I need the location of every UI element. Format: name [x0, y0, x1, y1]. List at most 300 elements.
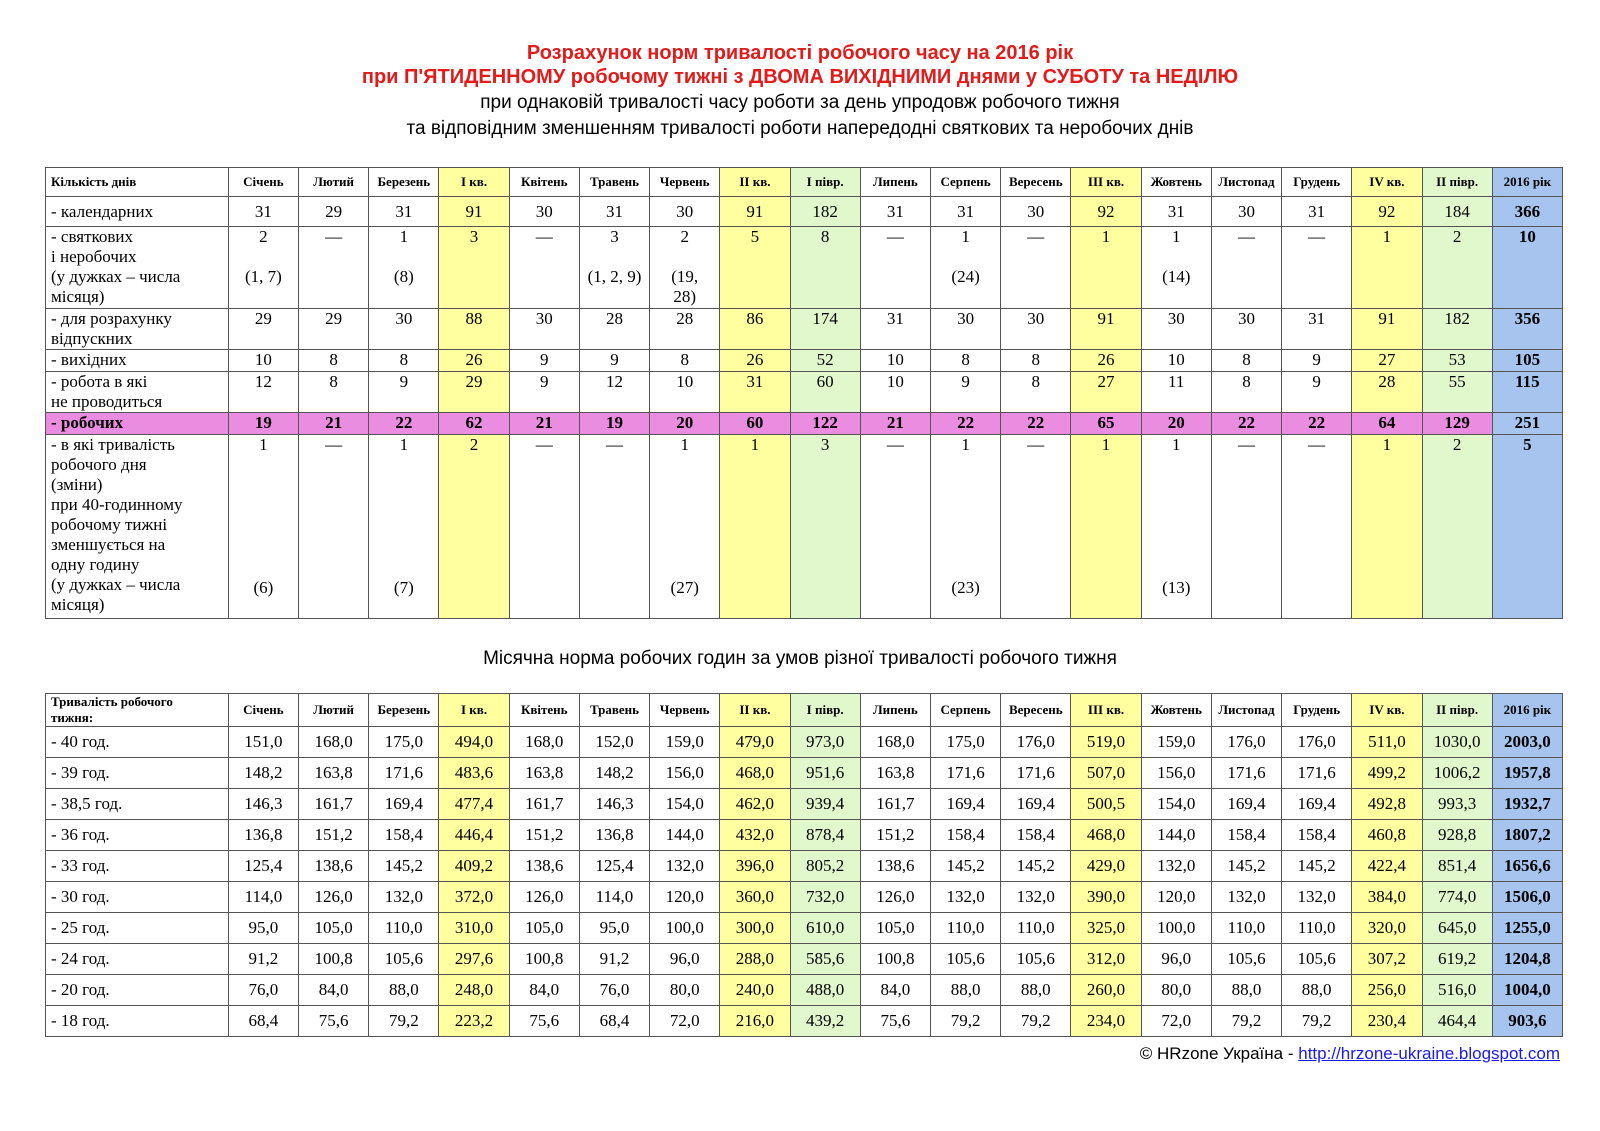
table-cell [1352, 350, 1422, 372]
cell-value: 8 [1242, 350, 1251, 369]
table-cell [860, 435, 930, 619]
table-cell: 645,0 [1422, 913, 1492, 944]
table-cell [439, 372, 509, 413]
table-cell: 110,0 [930, 913, 1000, 944]
cell-value: 62 [465, 413, 483, 432]
table-cell: 396,0 [720, 851, 790, 882]
column-header: І півр. [790, 694, 860, 727]
table-cell [860, 413, 930, 435]
table-cell: 125,4 [579, 851, 649, 882]
table-cell: 144,0 [1141, 820, 1211, 851]
cell-value: 31 [886, 201, 904, 221]
table-cell [720, 309, 790, 350]
table-cell [650, 350, 720, 372]
table-cell: 100,8 [509, 944, 579, 975]
cell-dates: (8) [393, 267, 414, 286]
table-row [46, 372, 1563, 413]
table-row [46, 882, 1563, 913]
table-cell: 91,2 [579, 944, 649, 975]
cell-value: — [325, 227, 343, 246]
table-cell: 878,4 [790, 820, 860, 851]
cell-value: 86 [746, 309, 764, 328]
table-cell [439, 309, 509, 350]
table-cell [1071, 372, 1141, 413]
table-cell: 79,2 [369, 1006, 439, 1037]
column-header: Листопад [1211, 694, 1281, 727]
cell-value: 2 [680, 227, 689, 246]
cell-value: 65 [1097, 413, 1115, 432]
table-cell [509, 372, 579, 413]
table-cell: 120,0 [1141, 882, 1211, 913]
table-cell: 176,0 [1282, 727, 1352, 758]
table-cell: 88,0 [1282, 975, 1352, 1006]
table-cell [439, 227, 509, 309]
cell-dates: (1, 7) [244, 267, 282, 286]
cell-value: 31 [886, 309, 904, 328]
table-cell: 168,0 [509, 727, 579, 758]
table-cell: 429,0 [1071, 851, 1141, 882]
table-cell: 72,0 [650, 1006, 720, 1037]
cell-value: — [1308, 435, 1326, 454]
cell-value: 10 [254, 350, 272, 369]
table-cell [439, 435, 509, 619]
table-cell [509, 350, 579, 372]
table-cell: 500,5 [1071, 789, 1141, 820]
cell-value: 30 [1237, 309, 1255, 328]
cell-value: 52 [816, 350, 834, 369]
cell-value: 30 [957, 309, 975, 328]
cell-value: 31 [1167, 201, 1185, 221]
table-cell [1211, 413, 1281, 435]
table-cell: 105,6 [1211, 944, 1281, 975]
table-cell [299, 309, 369, 350]
table-cell [1352, 435, 1422, 619]
table-cell [930, 309, 1000, 350]
table-cell [1071, 227, 1141, 309]
cell-value: 31 [395, 201, 413, 221]
table-cell [650, 435, 720, 619]
table-cell: 80,0 [1141, 975, 1211, 1006]
table-cell: 372,0 [439, 882, 509, 913]
table-row [46, 227, 1563, 309]
cell-value: 21 [886, 413, 904, 432]
table-cell: 84,0 [860, 975, 930, 1006]
table-cell: 136,8 [228, 820, 298, 851]
table-row [46, 851, 1563, 882]
table-cell: 138,6 [860, 851, 930, 882]
cell-value: 92 [1097, 201, 1115, 221]
table-cell: 168,0 [299, 727, 369, 758]
table-row [46, 820, 1563, 851]
cell-value: — [535, 435, 553, 454]
table-cell: 1004,0 [1492, 975, 1562, 1006]
column-header: Квітень [509, 168, 579, 197]
cell-value: 2 [469, 435, 479, 454]
table-cell [228, 227, 298, 309]
table-cell: 132,0 [930, 882, 1000, 913]
table-cell: 169,4 [1282, 789, 1352, 820]
column-header: Вересень [1001, 168, 1071, 197]
cell-value: 31 [1308, 201, 1326, 221]
table-cell: 422,4 [1352, 851, 1422, 882]
cell-value: 29 [465, 372, 483, 391]
table-cell [1282, 350, 1352, 372]
table-row [46, 197, 1563, 227]
table-cell: 585,6 [790, 944, 860, 975]
table-cell [369, 309, 439, 350]
cell-value: 2 [259, 227, 268, 246]
cell-value: 55 [1448, 372, 1466, 391]
column-header: Грудень [1282, 168, 1352, 197]
cell-value: 27 [1097, 372, 1115, 391]
table-cell [579, 227, 649, 309]
table-cell [1071, 197, 1141, 227]
table-cell: 307,2 [1352, 944, 1422, 975]
table-cell: 256,0 [1352, 975, 1422, 1006]
table-cell [790, 372, 860, 413]
table-cell: 619,2 [1422, 944, 1492, 975]
column-header: 2016 рік [1492, 168, 1562, 197]
table-cell [1352, 413, 1422, 435]
table-cell: 805,2 [790, 851, 860, 882]
table-cell [1422, 197, 1492, 227]
table-cell: 1957,8 [1492, 758, 1562, 789]
row-label: - 36 год. [46, 820, 229, 851]
table-cell: 1006,2 [1422, 758, 1492, 789]
table-cell [1211, 372, 1281, 413]
cell-value: 251 [1514, 413, 1541, 432]
table-cell: 2003,0 [1492, 727, 1562, 758]
cell-value: 1 [399, 435, 409, 454]
table-cell [650, 197, 720, 227]
table-cell [790, 350, 860, 372]
cell-value: 9 [1312, 372, 1321, 391]
cell-value: 12 [254, 372, 272, 391]
table-cell [1492, 227, 1562, 309]
title-line-2: при П'ЯТИДЕННОМУ робочому тижні з ДВОМА ВИХІДНИМИ днями у СУБОТУ та НЕДІЛЮ [361, 66, 1239, 88]
days-count-table [45, 167, 1563, 619]
cell-value: 19 [605, 413, 623, 432]
table-cell [1001, 350, 1071, 372]
table-cell: 774,0 [1422, 882, 1492, 913]
table-cell [228, 350, 298, 372]
table-cell [650, 309, 720, 350]
table-cell [1071, 435, 1141, 619]
table-cell: 175,0 [930, 727, 1000, 758]
table-cell [369, 413, 439, 435]
table-cell [299, 350, 369, 372]
table-cell [1282, 372, 1352, 413]
cell-value: 60 [746, 413, 764, 432]
cell-dates: (27) [670, 578, 699, 597]
column-header: Лютий [299, 694, 369, 727]
table-cell [650, 372, 720, 413]
table-cell [930, 413, 1000, 435]
table-cell: 159,0 [1141, 727, 1211, 758]
table-cell: 110,0 [369, 913, 439, 944]
cell-value: 21 [535, 413, 553, 432]
table-cell: 68,4 [228, 1006, 298, 1037]
table-cell [299, 372, 369, 413]
cell-value: 5 [750, 227, 760, 246]
table-cell: 488,0 [790, 975, 860, 1006]
row-label: - вихідних [46, 350, 229, 372]
table-cell: 479,0 [720, 727, 790, 758]
table-cell [509, 435, 579, 619]
column-header: Вересень [1001, 694, 1071, 727]
table-cell: 161,7 [299, 789, 369, 820]
cell-value: 115 [1515, 372, 1540, 391]
cell-value: 3 [469, 227, 479, 246]
table-cell: 96,0 [650, 944, 720, 975]
table-cell: 79,2 [1282, 1006, 1352, 1037]
table-cell [720, 413, 790, 435]
cell-value: 356 [1514, 309, 1541, 328]
table-cell: 610,0 [790, 913, 860, 944]
table-cell [860, 309, 930, 350]
table-cell: 132,0 [1001, 882, 1071, 913]
table-cell: 96,0 [1141, 944, 1211, 975]
table-cell [790, 435, 860, 619]
cell-value: 5 [1523, 435, 1532, 454]
cell-value: 29 [254, 309, 272, 328]
table-cell: 300,0 [720, 913, 790, 944]
table-cell: 1030,0 [1422, 727, 1492, 758]
cell-value: 105 [1514, 350, 1541, 369]
cell-value: 9 [540, 350, 549, 369]
row-label: - 30 год. [46, 882, 229, 913]
table-cell [1422, 227, 1492, 309]
table-cell [228, 309, 298, 350]
cell-value: 20 [676, 413, 694, 432]
cell-value: 31 [746, 372, 764, 391]
table-cell: 312,0 [1071, 944, 1141, 975]
table-cell: 132,0 [1141, 851, 1211, 882]
column-header: Липень [860, 168, 930, 197]
table-cell [1141, 350, 1211, 372]
column-header: Червень [650, 168, 720, 197]
table-cell: 126,0 [509, 882, 579, 913]
table-cell: 260,0 [1071, 975, 1141, 1006]
table-cell: 84,0 [509, 975, 579, 1006]
column-header: IV кв. [1352, 168, 1422, 197]
table-cell: 169,4 [930, 789, 1000, 820]
cell-value: 1 [1101, 227, 1111, 246]
table-cell [228, 413, 298, 435]
table-cell: 939,4 [790, 789, 860, 820]
table-cell: 114,0 [579, 882, 649, 913]
table-cell [1282, 309, 1352, 350]
column-header: Березень [369, 168, 439, 197]
cell-value: 30 [1237, 201, 1255, 221]
cell-value: — [886, 435, 904, 454]
title-line-1: Розрахунок норм тривалості робочого часу на 2016 рік [526, 42, 1074, 64]
table-cell [930, 435, 1000, 619]
table-cell [299, 227, 369, 309]
column-header: І кв. [439, 694, 509, 727]
cell-value: 8 [680, 350, 689, 369]
table-cell [1422, 413, 1492, 435]
column-header: ІІІ кв. [1071, 168, 1141, 197]
table-cell: 483,6 [439, 758, 509, 789]
cell-value: 122 [812, 413, 838, 432]
table-row [46, 727, 1563, 758]
cell-value: 20 [1167, 413, 1185, 432]
table-cell: 132,0 [1211, 882, 1281, 913]
footer [1140, 1044, 1560, 1064]
table-cell [1141, 413, 1211, 435]
table-cell: 1255,0 [1492, 913, 1562, 944]
cell-value: 184 [1444, 201, 1470, 221]
table-cell [1492, 350, 1562, 372]
cell-value: 88 [465, 309, 483, 328]
table-cell [650, 413, 720, 435]
table-cell: 110,0 [1211, 913, 1281, 944]
table-cell: 171,6 [1211, 758, 1281, 789]
table-cell: 439,2 [790, 1006, 860, 1037]
table-cell: 114,0 [228, 882, 298, 913]
table-cell: 151,0 [228, 727, 298, 758]
cell-value: 1 [680, 435, 689, 454]
cell-value: 22 [1027, 413, 1045, 432]
cell-value: 31 [1308, 309, 1326, 328]
table-cell: 158,4 [1211, 820, 1281, 851]
table-cell: 100,8 [860, 944, 930, 975]
cell-dates: (19, 28) [671, 267, 699, 306]
table-cell: 171,6 [369, 758, 439, 789]
cell-dates: (23) [951, 578, 980, 597]
table-cell [579, 197, 649, 227]
column-header: Листопад [1211, 168, 1281, 197]
table-cell: 462,0 [720, 789, 790, 820]
table-cell: 145,2 [369, 851, 439, 882]
table-row [46, 1006, 1563, 1037]
cell-value: 30 [1027, 201, 1045, 221]
table-cell: 1506,0 [1492, 882, 1562, 913]
column-header: Червень [650, 694, 720, 727]
table-cell: 163,8 [509, 758, 579, 789]
table-cell: 76,0 [228, 975, 298, 1006]
table-cell: 152,0 [579, 727, 649, 758]
cell-value: 53 [1448, 350, 1466, 369]
table-cell [509, 227, 579, 309]
cell-value: 92 [1378, 201, 1396, 221]
cell-dates: (13) [1162, 578, 1191, 597]
table-cell [439, 197, 509, 227]
cell-value: 22 [1237, 413, 1255, 432]
table-cell [1492, 197, 1562, 227]
cell-value: 22 [1308, 413, 1326, 432]
table-cell: 928,8 [1422, 820, 1492, 851]
table-cell: 105,6 [930, 944, 1000, 975]
table-cell: 158,4 [1001, 820, 1071, 851]
table-cell [579, 372, 649, 413]
table-cell [1211, 350, 1281, 372]
table-cell: 464,4 [1422, 1006, 1492, 1037]
cell-value: 182 [812, 201, 838, 221]
table-cell: 148,2 [228, 758, 298, 789]
table-cell: 72,0 [1141, 1006, 1211, 1037]
table-cell [509, 309, 579, 350]
table-cell [1352, 197, 1422, 227]
table-cell [369, 350, 439, 372]
column-header: І півр. [790, 168, 860, 197]
cell-value: — [886, 227, 904, 246]
table-cell: 91,2 [228, 944, 298, 975]
cell-value: 22 [395, 413, 413, 432]
table-cell [1352, 227, 1422, 309]
table-cell: 163,8 [860, 758, 930, 789]
table-cell: 171,6 [1282, 758, 1352, 789]
table-cell [299, 435, 369, 619]
table-cell [509, 197, 579, 227]
cell-dates: (6) [253, 578, 274, 597]
table-cell [1071, 350, 1141, 372]
cell-value: 27 [1378, 350, 1396, 369]
table-cell [1492, 309, 1562, 350]
table-row [46, 309, 1563, 350]
table-cell [369, 197, 439, 227]
table-cell: 234,0 [1071, 1006, 1141, 1037]
table-cell: 146,3 [579, 789, 649, 820]
table-cell: 76,0 [579, 975, 649, 1006]
cell-dates: (24) [951, 267, 980, 286]
cell-value: 10 [886, 350, 904, 369]
table-cell [1282, 197, 1352, 227]
cell-value: 2 [1452, 227, 1462, 246]
table-cell [1141, 435, 1211, 619]
table-row [46, 975, 1563, 1006]
table-cell: 125,4 [228, 851, 298, 882]
table-cell [790, 309, 860, 350]
table-cell: 88,0 [930, 975, 1000, 1006]
table-cell [1001, 372, 1071, 413]
table-cell: 146,3 [228, 789, 298, 820]
column-header: ІІ півр. [1422, 168, 1492, 197]
cell-value: 1 [399, 227, 409, 246]
table-cell: 110,0 [1001, 913, 1071, 944]
cell-value: — [1027, 435, 1045, 454]
cell-value: 30 [535, 201, 553, 221]
table-cell [1282, 435, 1352, 619]
blog-link[interactable]: http://hrzone-ukraine.blogspot.com [1298, 1044, 1560, 1063]
cell-value: 8 [329, 372, 338, 391]
cell-value: 182 [1444, 309, 1470, 328]
table-cell: 175,0 [369, 727, 439, 758]
table-cell: 158,4 [930, 820, 1000, 851]
table-cell: 100,8 [299, 944, 369, 975]
table-row [46, 913, 1563, 944]
cell-dates: (14) [1162, 267, 1191, 286]
table-cell [650, 227, 720, 309]
cell-value: 29 [325, 309, 343, 328]
table-cell: 903,6 [1492, 1006, 1562, 1037]
cell-value: 1 [259, 435, 268, 454]
table-cell: 161,7 [860, 789, 930, 820]
table-cell [1492, 372, 1562, 413]
table-cell: 79,2 [930, 1006, 1000, 1037]
table-cell: 460,8 [1352, 820, 1422, 851]
table-cell: 79,2 [1001, 1006, 1071, 1037]
table-cell: 171,6 [930, 758, 1000, 789]
table-cell [860, 227, 930, 309]
table-cell [369, 435, 439, 619]
table-cell [1352, 309, 1422, 350]
column-header: Січень [228, 168, 298, 197]
table-cell: 154,0 [1141, 789, 1211, 820]
table-cell [579, 413, 649, 435]
cell-value: 64 [1378, 413, 1396, 432]
